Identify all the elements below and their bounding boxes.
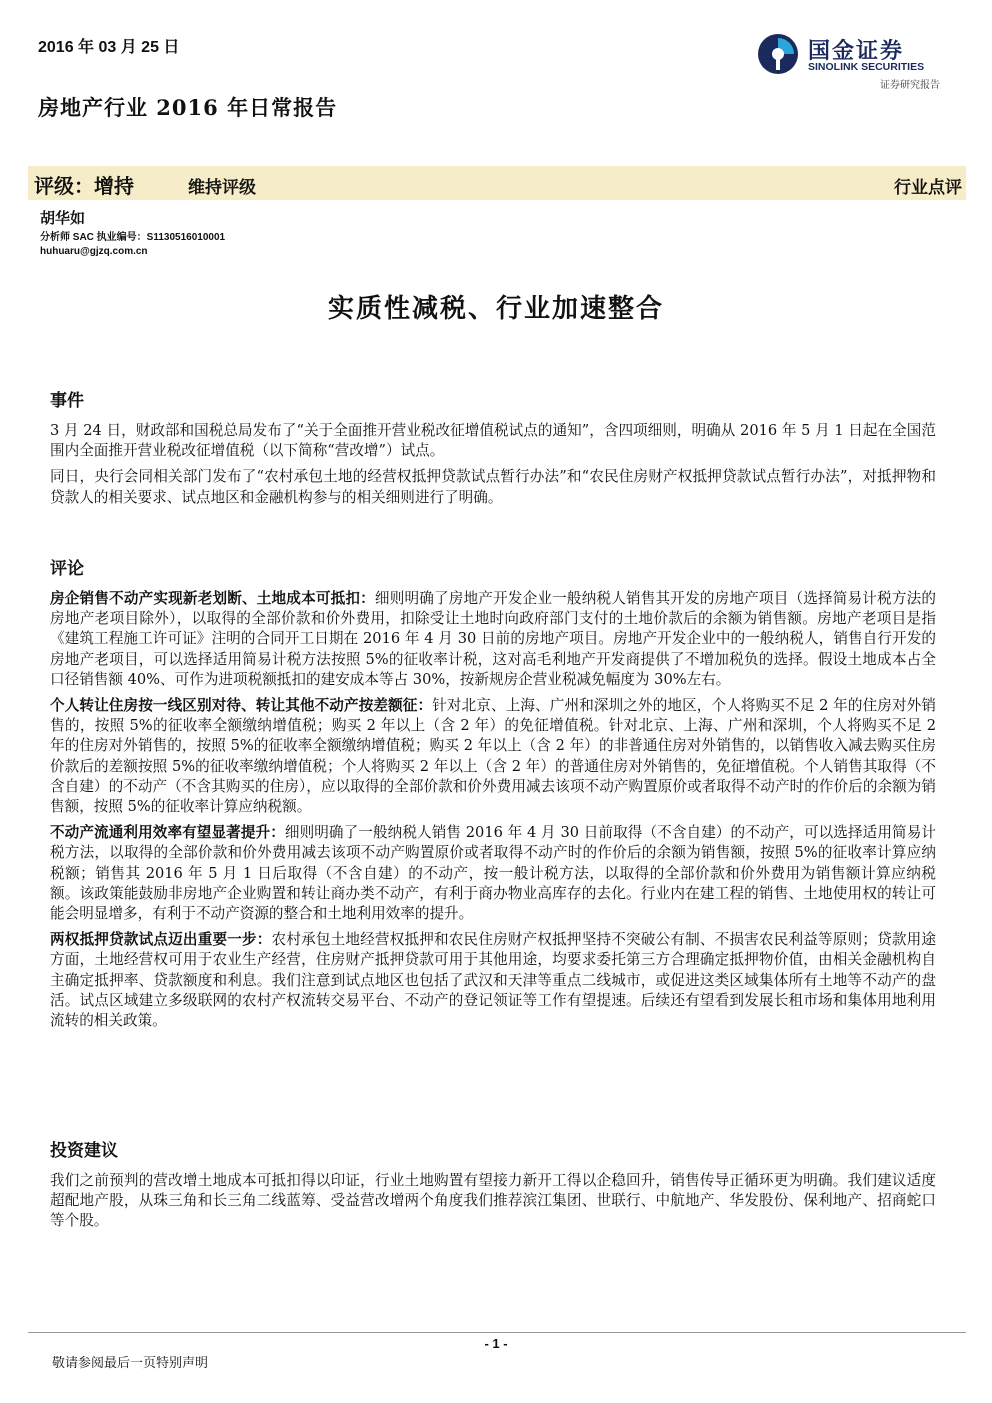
rating-bar: [28, 166, 966, 200]
logo-chinese-name: 国金证券: [808, 38, 905, 63]
section-advice: [50, 1136, 936, 1238]
report-category: 行业点评: [894, 178, 962, 198]
paragraph: 3 月 24 日，财政部和国税总局发布了“关于全面推开营业税改征增值税试点的通知”，含四项细则，明确从 2016 年 5 月 1 日起在全国范围内全面推开营业税改征增值税（以下简称“营改增”）试点。: [50, 422, 936, 460]
company-logo: [756, 30, 946, 92]
paragraph: [50, 589, 936, 690]
logo-english-name: SINOLINK SECURITIES: [808, 61, 925, 73]
section-heading: 投资建议: [50, 1141, 118, 1161]
section-heading: 事件: [50, 391, 84, 411]
paragraph-body: 细则明确了房地产开发企业一般纳税人销售其开发的房地产项目（选择简易计税方法的房地产老项目除外），以取得的全部价款和价外费用，扣除受让土地时向政府部门支付的土地价款后的余额为销售额。房地产老项目是指《建筑工程施工许可证》注明的合同开工日期在 2016 年 4 月 30 日前的房地产项目。房地产开发企业中的一般纳税人，销售自行开发的房地产老项目，可以选择适用简易计税方法按照 5%的征收率计税，这对高毛利地产开发商提供了不增加税负的选择。假设土地成本占全口径销售额 40%、可作为进项税额抵扣的建安成本等占 30%，按新规房企营业税减免幅度为 30%左右。: [50, 590, 936, 688]
logo-subtitle: 证券研究报告: [880, 80, 940, 91]
paragraph: 我们之前预判的营改增土地成本可抵扣得以印证，行业土地购置有望接力新开工得以企稳回升，销售传导正循环更为明确。我们建议适度超配地产股，从珠三角和长三角二线蓝筹、受益营改增两个角度我们推荐滨江集团、世联行、中航地产、华发股份、保利地产、招商蛇口等个股。: [50, 1172, 936, 1230]
analyst-name: 胡华如: [40, 209, 86, 227]
paragraph-lead: 个人转让住房按一线区别对待、转让其他不动产按差额征：: [50, 697, 433, 715]
analyst-license: 分析师 SAC 执业编号：S1130516010001: [40, 232, 226, 243]
paragraph-lead: 房企销售不动产实现新老划断、土地成本可抵扣：: [50, 590, 375, 607]
footer-disclaimer-note: 敬请参阅最后一页特别声明: [52, 1356, 209, 1371]
paragraph-lead: 不动产流通利用效率有望显著提升：: [50, 824, 285, 842]
paragraph: 同日，央行会同相关部门发布了“农村承包土地的经营权抵押贷款试点暂行办法”和“农民住房财产权抵押贷款试点暂行办法”，对抵押物和贷款人的相关要求、试点地区和金融机构参与的相关细则进行了明确。: [50, 468, 936, 506]
report-title: 房地产行业 2016 年日常报告: [38, 95, 338, 120]
paragraph: [50, 930, 936, 1031]
section-event: [50, 386, 936, 514]
paragraph: [50, 823, 936, 924]
paragraph-lead: 两权抵押贷款试点迈出重要一步：: [50, 931, 272, 949]
rating-maintain: 维持评级: [188, 178, 256, 198]
analyst-email[interactable]: huhuaru@gjzq.com.cn: [40, 246, 148, 257]
paragraph-body: 细则明确了一般纳税人销售 2016 年 4 月 30 日前取得（不含自建）的不动产，可以选择适用简易计税方法，以取得的全部价款和价外费用减去该项不动产购置原价或者取得不动产时的作价后的余额为销售额，按照 5%的征收率计算应纳税额；销售其 2016 年 5 月 1 日后取得（不含自建）的不动产，按一般计税方法，以取得的全部价款和价外费用为销售额计算应纳税额。该政策能鼓励非房地产企业购置和转让商办类不动产，有利于商办物业高库存的去化。行业内在建工程的销售、土地使用权的转让可能会明显增多，有利于不动产资源的整合和土地利用效率的提升。: [50, 824, 936, 923]
analyst-info: [40, 209, 225, 258]
paragraph: [50, 696, 936, 817]
page-number: - 1 -: [484, 1336, 508, 1351]
paragraph-body: 针对北京、上海、广州和深圳之外的地区，个人将购买不足 2 年的住房对外销售的，按照 5%的征收率全额缴纳增值税；购买 2 年以上（含 2 年）的免征增值税。针对北京、上海、广州和深圳，个人将购买不足 2 年的住房对外销售的，按照 5%的征收率全额缴纳增值税；购买 2 年以上（含 2 年）的非普通住房对外销售的，以销售收入减去购买住房价款后的差额按照 5%的征收率缴纳增值税；个人将购买 2 年以上（含 2 年）的普通住房对外销售的，免征增值税。个人销售其取得（不含自建）的不动产（不含其购买的住房），应以取得的全部价款和价外费用减去该项不动产购置原价或者取得不动产时的作价后的余额为销售额，按照 5%的征收率计算应纳税额。: [50, 697, 936, 816]
main-title: 实质性减税、行业加速整合: [327, 294, 664, 324]
section-comment: [50, 554, 936, 1037]
sinolink-logo-icon: [756, 32, 800, 76]
report-date: 2016 年 03 月 25 日: [38, 39, 180, 56]
rating-label: 评级：增持: [34, 174, 134, 198]
section-heading: 评论: [50, 559, 84, 579]
footer-divider: [28, 1332, 966, 1333]
paragraph-body: 农村承包土地经营权抵押和农民住房财产权抵押坚持不突破公有制、不损害农民利益等原则；贷款用途方面，土地经营权可用于农业生产经营，住房财产抵押贷款可用于其他用途，均要求委托第三方合理确定抵押物价值，由相关金融机构自主确定抵押率、贷款额度和利息。我们注意到试点地区也包括了武汉和天津等重点二线城市，或促进这类区域集体所有土地等不动产的盘活。试点区域建立多级联网的农村产权流转交易平台、不动产的登记领证等工作有望提速。后续还有望看到发展长租市场和集体用地利用流转的相关政策。: [50, 931, 936, 1030]
